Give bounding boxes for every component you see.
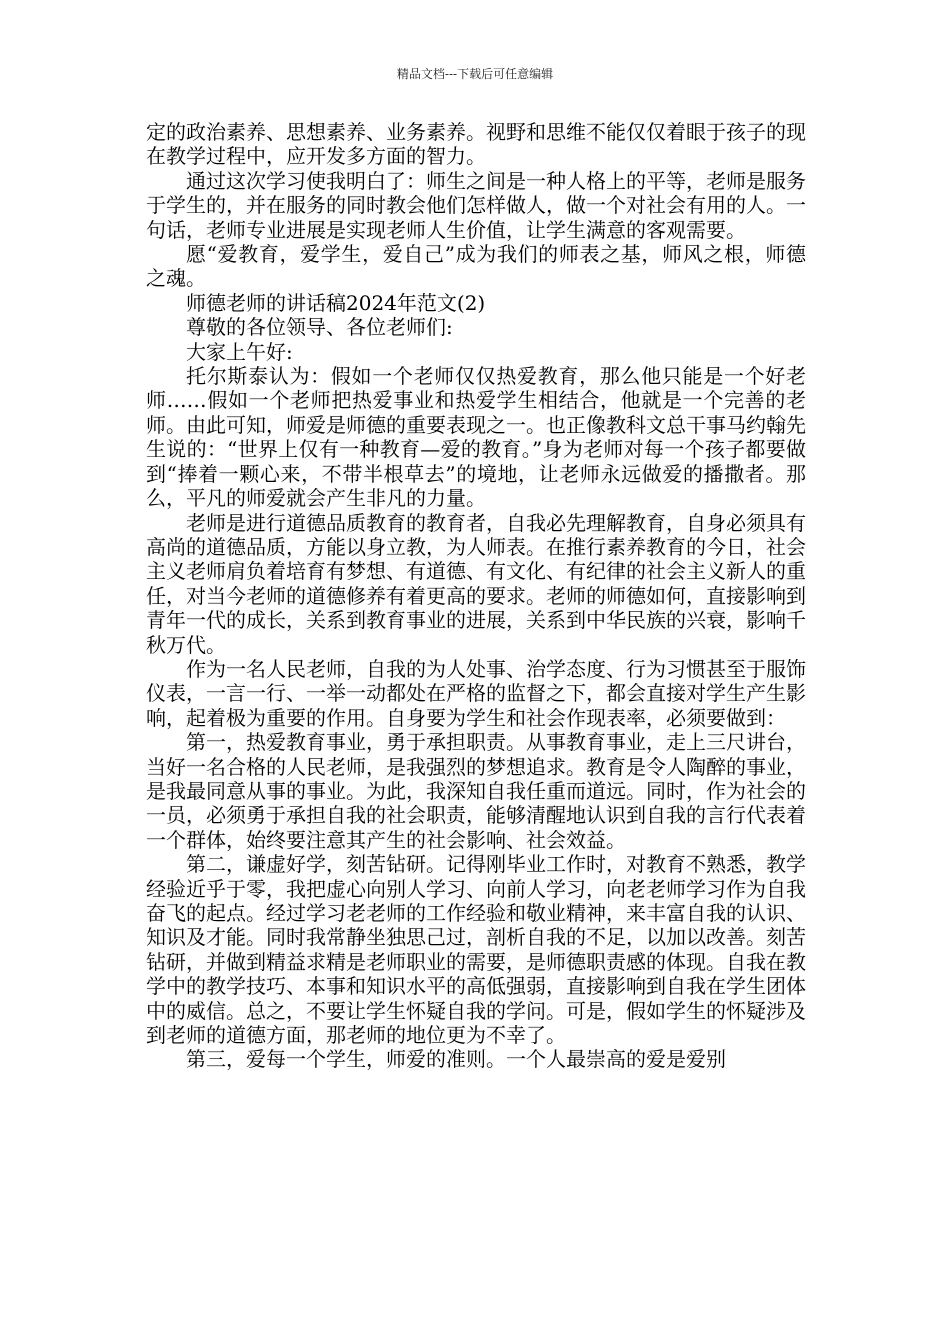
paragraph-2: 通过这次学习使我明白了：师生之间是一种人格上的平等，老师是服务于学生的，并在服务的同时教会他们怎样做人，做一个对社会有用的人。一句话，老师专业进展是实现老师人生价值，让学生满意的客观需要。 — [146, 168, 806, 242]
paragraph-7: 托尔斯泰认为：假如一个老师仅仅热爱教育，那么他只能是一个好老师……假如一个老师把热爱事业和热爱学生相结合，他就是一个完善的老师。由此可知，师爱是师德的重要表现之一。也正像教科文总干事马约翰先生说的：“世界上仅有一种教育—爱的教育。”身为老师对每一个孩子都要做到“捧着一颗心来，不带半根草去”的境地，让老师永远做爱的播撒者。那么，平凡的师爱就会产生非凡的力量。 — [146, 364, 806, 511]
speech-title: 师德老师的讲话稿2024年范文(2) — [186, 290, 486, 315]
paragraph-3: 愿“爱教育，爱学生，爱自己”成为我们的师表之基，师风之根，师德之魂。 — [146, 242, 806, 291]
paragraph-11: 第二，谦虚好学，刻苦钻研。记得刚毕业工作时，对教育不熟悉，教学经验近乎于零，我把虚心向别人学习、向前人学习，向老老师学习作为自我奋飞的起点。经过学习老老师的工作经验和敬业精神，来丰富自我的认识、知识及才能。同时我常静坐独思己过，剖析自我的不足，以加以改善。刻苦钻研，并做到精益求精是老师职业的需要，是师德职责感的体现。自我在教学中的教学技巧、本事和知识水平的高低强弱，直接影响到自我在学生团体中的威信。总之，不要让学生怀疑自我的学问。可是，假如学生的怀疑涉及到老师的道德方面，那老师的地位更为不幸了。 — [146, 852, 806, 1048]
document-body — [146, 120, 806, 1072]
paragraph-10: 第一，热爱教育事业，勇于承担职责。从事教育事业，走上三尺讲台，当好一名合格的人民老师，是我强烈的梦想追求。教育是令人陶醉的事业，是我最同意从事的事业。为此，我深知自我任重而道远。同时，作为社会的一员，必须勇于承担自我的社会职责，能够清醒地认识到自我的言行代表着一个群体，始终要注意其产生的社会影响、社会效益。 — [146, 730, 806, 852]
greeting: 大家上午好: — [186, 339, 293, 364]
paragraph-8: 老师是进行道德品质教育的教育者，自我必先理解教育，自身必须具有高尚的道德品质，方能以身立教，为人师表。在推行素养教育的今日，社会主义老师肩负着培育有梦想、有道德、有文化、有纪律的社会主义新人的重任，对当今老师的道德修养有着更高的要求。老师的师德如何，直接影响到青年一代的成长，关系到教育事业的进展，关系到中华民族的兴衰，影响千秋万代。 — [146, 510, 806, 657]
paragraph-1: 定的政治素养、思想素养、业务素养。视野和思维不能仅仅着眼于孩子的现在教学过程中，应开发多方面的智力。 — [146, 120, 806, 169]
paragraph-9: 作为一名人民老师，自我的为人处事、治学态度、行为习惯甚至于服饰仪表，一言一行、一举一动都处在严格的监督之下，都会直接对学生产生影响，起着极为重要的作用。自身要为学生和社会作现表率，必须要做到： — [146, 656, 806, 730]
page-header: 精品文档---下载后可任意编辑 — [396, 67, 554, 81]
salutation: 尊敬的各位领导、各位老师们: — [186, 315, 453, 340]
paragraph-12: 第三，爱每一个学生，师爱的准则。一个人最崇高的爱是爱别 — [186, 1047, 726, 1072]
